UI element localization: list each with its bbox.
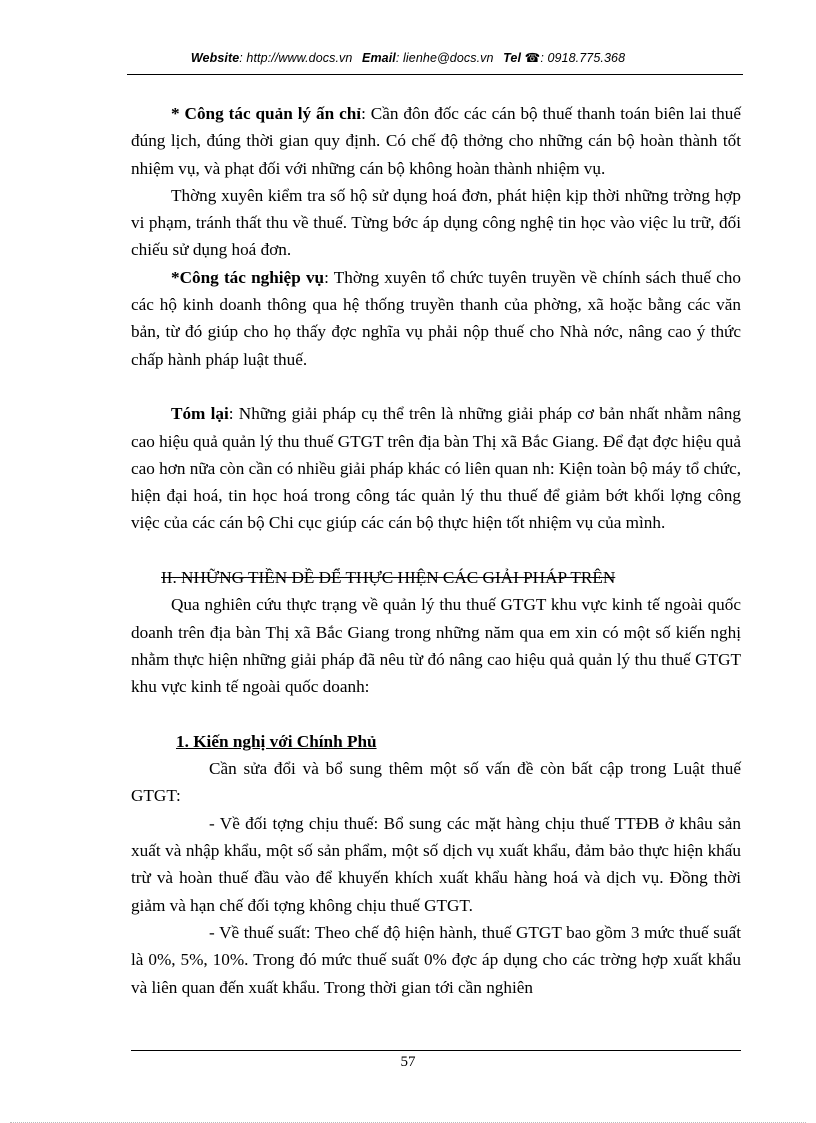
page-header <box>0 50 816 65</box>
footer-rule <box>131 1050 741 1051</box>
paragraph-tom-lai: Tóm lại: Những giải pháp cụ thể trên là những giải pháp cơ bản nhất nhằm nâng cao hiệu quả quản lý thu thuế GTGT trên địa bàn Thị xã Bắc Giang. Để đạt đợc hiệu quả cao hơn nữa còn cần có nhiều giải pháp khác có liên quan nh: Kiện toàn bộ máy tổ chức, hiện đại hoá, tin học hoá trong công tác quản lý thu thuế để giảm bớt khối lợng công việc của các cán bộ Chi cục giúp các cán bộ thực hiện tốt nhiệm vụ của mình. <box>131 404 741 533</box>
paragraph-hoa-don: Thờng xuyên kiểm tra số hộ sử dụng hoá đơn, phát hiện kịp thời những trờng hợp vi phạm, tránh thất thu về thuế. Từng bớc áp dụng công nghệ tin học vào việc lu trữ, đối chiếu sử dụng hoá đơn. <box>131 185 741 260</box>
paragraph-luat-thue: Cần sửa đổi và bổ sung thêm một số vấn đề còn bất cập trong Luật thuế GTGT: <box>131 759 741 806</box>
email-address[interactable]: : lienhe@docs.vn <box>395 51 494 65</box>
website-label: Website <box>190 51 240 65</box>
section-heading: II. NHỮNG TIỀN ĐỀ ĐỂ THỰC HIỆN CÁC GIẢI PHÁP TRÊN <box>161 568 616 588</box>
paragraph-an-chi: * Công tác quản lý ấn chỉ: Cần đôn đốc các cán bộ thuế thanh toán biên lai thuế đúng lịch, đúng thời gian quy định. Có chế độ thởng cho những cán bộ hoàn thành tốt nhiệm vụ, và phạt đối với những cán bộ không hoàn thành nhiệm vụ. <box>131 104 741 178</box>
tel-label: Tel <box>503 51 522 65</box>
paragraph-nghiep-vu: *Công tác nghiệp vụ: Thờng xuyên tổ chức tuyên truyền về chính sách thuế cho các hộ kinh doanh thông qua hệ thống truyền thanh của phờng, xã hoặc bằng các văn bản, từ đó giúp cho họ thấy đợc nghĩa vụ phải nộp thuế cho Nhà nớc, nâng cao ý thức chấp hành pháp luật thuế. <box>131 267 741 369</box>
header-rule <box>127 74 743 75</box>
email-label: Email <box>362 51 396 65</box>
paragraph-thue-suat: - Về thuế suất: Theo chế độ hiện hành, thuế GTGT bao gồm 3 mức thuế suất là 0%, 5%, 10%. Trong đó mức thuế suất 0% đợc áp dụng cho các trờng hợp xuất khẩu và liên quan đến xuất khẩu. Trong thời gian tới cần nghiên <box>131 922 741 997</box>
document-body <box>131 100 741 1001</box>
nghiep-vu-heading: *Công tác nghiệp vụ <box>171 267 325 287</box>
an-chi-heading: * Công tác quản lý ấn chỉ <box>171 104 362 123</box>
paragraph-intro: Qua nghiên cứu thực trạng về quản lý thu thuế GTGT khu vực kinh tế ngoài quốc doanh trên địa bàn Thị xã Bắc Giang trong những năm qua em xin có một số kiến nghị nhằm thực hiện những giải pháp đã nêu từ đó nâng cao hiệu quả quản lý thu thuế GTGT khu vực kinh tế ngoài quốc doanh: <box>131 595 741 697</box>
website-url[interactable]: : http://www.docs.vn <box>239 51 353 65</box>
subsection-heading: 1. Kiến nghị với Chính Phủ <box>176 731 377 751</box>
paragraph-doi-tuong: - Về đối tợng chịu thuế: Bổ sung các mặt hàng chịu thuế TTĐB ở khâu sản xuất và nhập khẩu, một số sản phẩm, một số dịch vụ xuất khẩu, đảm bảo thực hiện khấu trừ và hoàn thuế đầu vào để khuyến khích xuất khẩu hàng hoá và dịch vụ. Đồng thời giảm và hạn chế đối tợng không chịu thuế GTGT. <box>131 813 741 915</box>
page-number: 57 <box>400 1054 416 1070</box>
tom-lai-label: Tóm lại <box>171 404 229 424</box>
phone-number: : 0918.775.368 <box>540 51 626 65</box>
phone-icon: ☎ <box>524 51 541 65</box>
